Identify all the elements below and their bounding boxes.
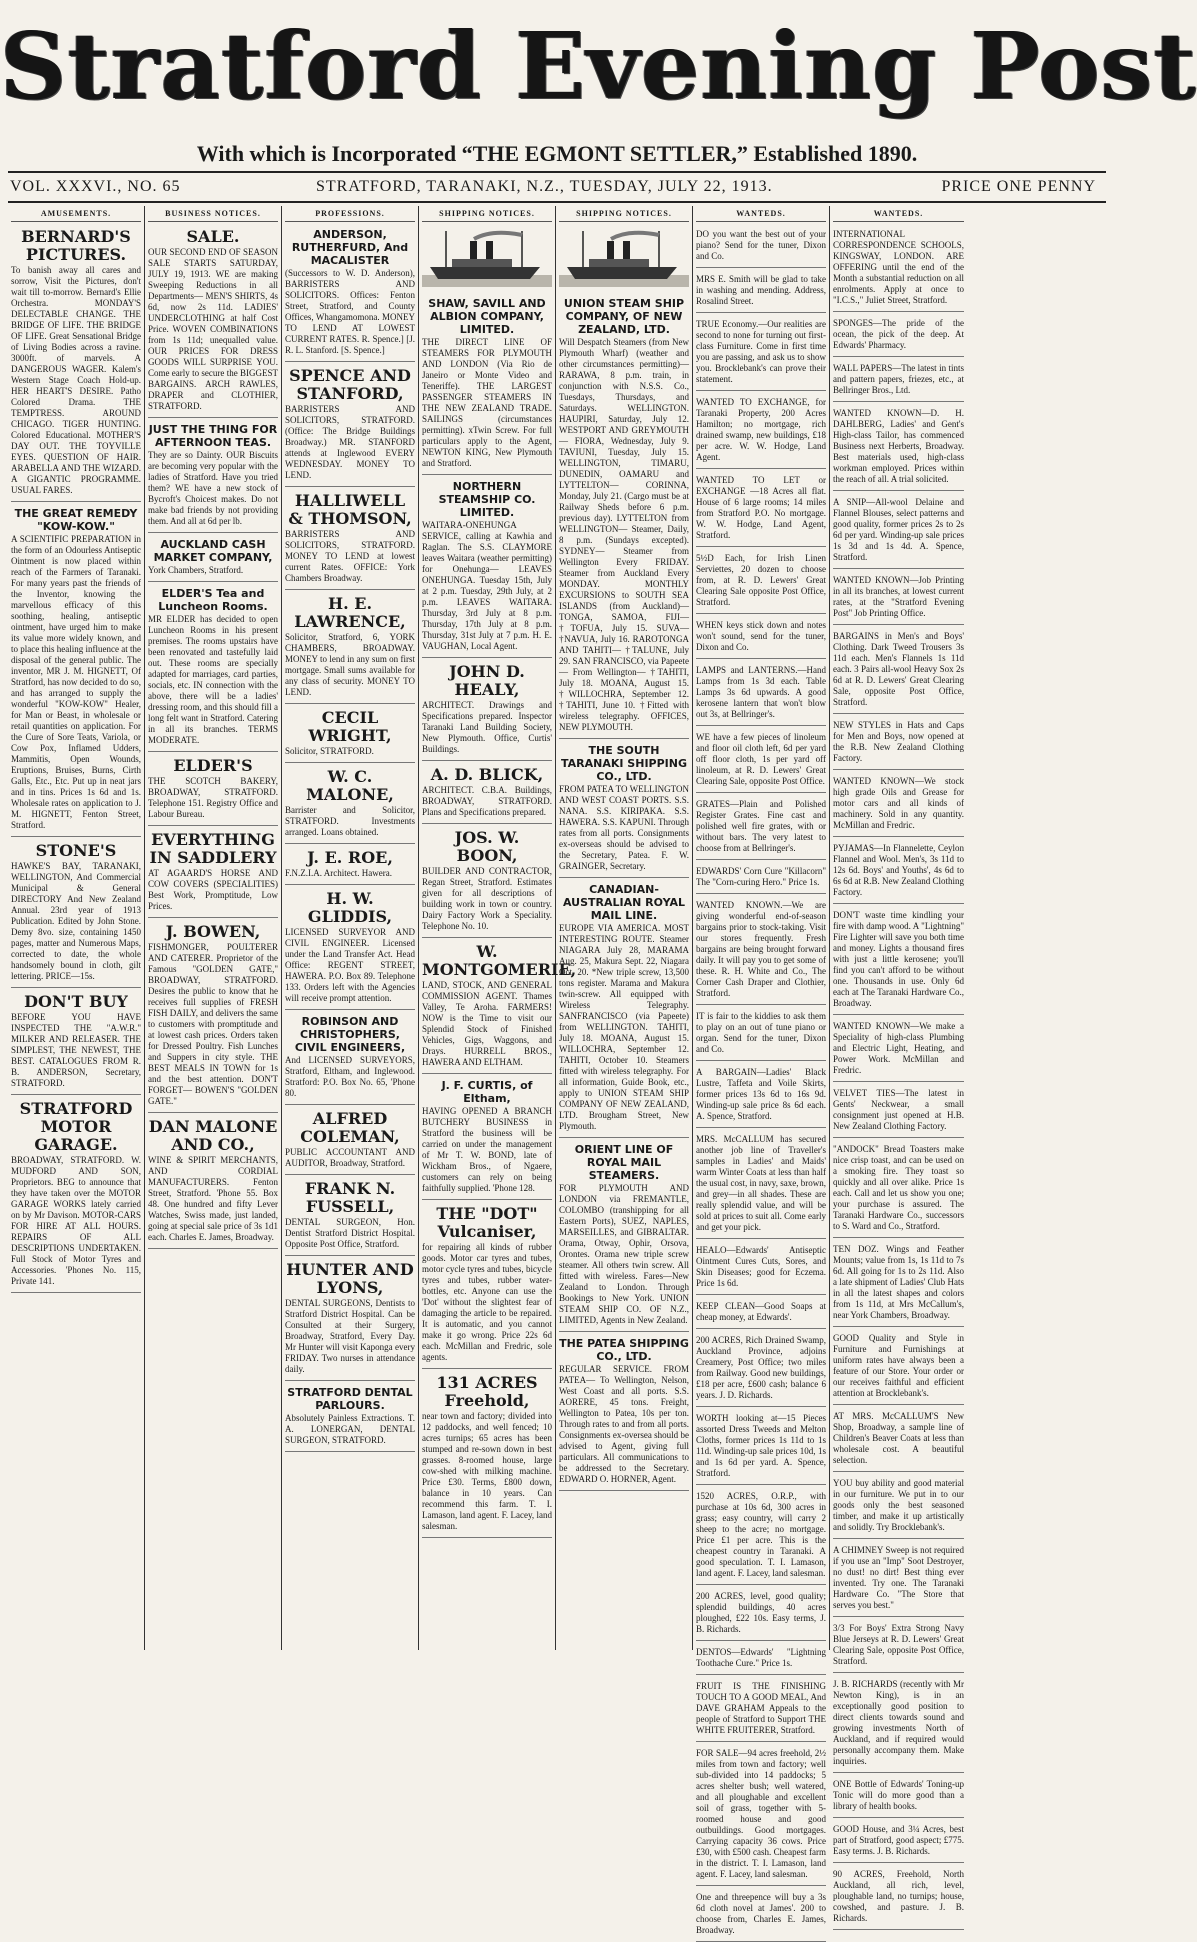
advertisement — [833, 404, 964, 491]
ad-body: 200 ACRES, Rich Drained Swamp, Auckland Province, adjoins Creamery, Post Office; two miles from Railway. Good new buildings, £18 per acre, £600 cash; balance 6 years. J. D. Richards. — [696, 1335, 826, 1400]
advertisement — [285, 846, 415, 885]
ad-body: BARRISTERS AND SOLICITORS, STRATFORD. MONEY TO LEND at lowest current Rates. OFFICE: York Chambers Broadway. — [285, 529, 415, 583]
ad-body: THE SCOTCH BAKERY, BROADWAY, STRATFORD. Telephone 151. Registry Office and Labour Bureau. — [148, 776, 278, 819]
advertisement — [696, 1643, 826, 1675]
ad-body: MRS E. Smith will be glad to take in washing and mending. Address, Rosalind Street. — [696, 274, 826, 306]
ad-body: WINE & SPIRIT MERCHANTS, AND CORDIAL MANUFACTURERS. Fenton Street, Stratford. 'Phone 55. Box 48. One hundred and fifty Lever Watches, Swiss made, just landed, going at special sale price of 3s 1d1 each. Charles E. James, Broadway. — [148, 1155, 278, 1242]
ad-body: Will Despatch Steamers (from New Plymouth Wharf) (weather and other circumstances permitting)— RARAWA, 8 p.m. train, in conjunction with N.S.S. Co., Tuesdays, Thursdays, and Saturdays. WELLINGTON. HAUPIRI, Saturday, July 12. WESTPORT AND GREYMOUTH— FIORA, Wednesday, July 9. TAVIUNI, Tuesday, July 15. WELLINGTON, TIMARU, DUNEDIN, OAMARU and LYTTELTON— CORINNA, Monday, July 21. (Cargo must be at Railway Sheds before 6 p.m. previous day). LYTTELTON from WELLINGTON— Steamer, Daily, 8 p.m. (Sundays excepted). SYDNEY— Steamer from Wellington Every FRIDAY. Steamer from Auckland Every MONDAY. MONTHLY EXCURSIONS to SOUTH SEA ISLANDS (from Auckland)— TONGA, SAMOA, FIJI— †TOFUA, July 15. SUVA— †NAVUA, July 16. RAROTONGA AND TAHITI— †TALUNE, July 29. SAN FRANCISCO, via Papeete— From Wellington— †TAHITI, July 18. MOANA, August 15. †WILLOCHRA, September 12. †TAHITI, June 10. †Fitted with wireless telegraphy. OFFICES, NEW PLYMOUTH. — [559, 337, 689, 732]
ad-heading: W. C. MALONE, — [306, 767, 394, 804]
column-header: AMUSEMENTS. — [11, 208, 141, 222]
ad-body: WHEN keys stick down and notes won't sound, send for the tuner, Dixon and Co. — [696, 620, 826, 652]
incorporated-line: With which is Incorporated “THE EGMONT SETTLER,” Established 1890. — [196, 141, 918, 166]
advertisement — [696, 1409, 826, 1485]
ad-body: A BARGAIN—Ladies' Black Lustre, Taffeta and Voile Skirts, former prices 13s 6d to 16s 9d. Winding-up sale price 8s 6d each. A. Spence, Stratford. — [696, 1067, 826, 1121]
ad-body: near town and factory; divided into 12 paddocks, and well fenced; 10 acres turnips; 65 acres has been stumped and re-sown down in best grasses. 8-roomed house, large cow-shed with milking machine. Price £30. Terms, £800 down, balance in 10 years. Can recommend this farm. T. I. Lamason, land agent. F. Lacey, land salesman. — [422, 1411, 552, 1531]
ad-body: DO you want the best out of your piano? Send for the tuner, Dixon and Co. — [696, 229, 826, 261]
column-header: SHIPPING NOTICES. — [422, 208, 552, 222]
advertisement — [833, 716, 964, 770]
ad-body: Barrister and Solicitor, STRATFORD. Investments arranged. Loans obtained. — [285, 805, 415, 837]
ad-body: WANTED KNOWN—D. H. DAHLBERG, Ladies' and Gent's High-class Tailor, has commenced Business next Herberts, Broadway. Best materials used, high-class workman employed. Prices within the reach of all. A trial solicited. — [833, 408, 964, 484]
ad-heading: STRATFORD DENTAL PARLOURS. — [287, 1386, 413, 1412]
ad-body: BUILDER AND CONTRACTOR, Regan Street, Stratford. Estimates given for all descriptions of building work in town or country. Dairy Factory Work a Speciality. Telephone No. 10. — [422, 866, 552, 931]
ad-body: MRS. McCALLUM has secured another job line of Traveller's samples in Ladies' and Maids' warm Winter Coats at less than half the usual cost, in navy, saxe, brown, and grey—in all shades. These are really splendid value, and will be sold at prices to suit all. Come early and get your pick. — [696, 1134, 826, 1232]
ad-body: DENTOS—Edwards' "Lightning Toothache Cure." Price 1s. — [696, 1647, 826, 1668]
ad-body: WANTED KNOWN—We stock high grade Oils and Grease for motor cars and all kinds of machinery. Sold in any quantity. McMillan and Fredric. — [833, 776, 964, 830]
ad-body: BROADWAY, STRATFORD. W. MUDFORD AND SON, Proprietors. BEG to announce that they have taken over the MOTOR GARAGE WORKS lately carried on by Mr Davison. MOTOR-CARS FOR HIRE AT ALL HOURS. REPAIRS OF ALL DESCRIPTIONS UNDERTAKEN. Full Stock of Motor Tyres and Accessories. 'Phones No. 115, Private 141. — [11, 1155, 141, 1286]
advertisement — [696, 1677, 826, 1742]
advertisement — [148, 535, 278, 582]
column-1 — [8, 206, 145, 1650]
dateline: STRATFORD, TARANAKI, N.Z., TUESDAY, JULY 22, 1913. — [316, 178, 773, 195]
advertisement — [833, 493, 964, 569]
ad-body: WANTED TO EXCHANGE, for Taranaki Property, 200 Acres Hamilton; no mortgage, rich drained swamp, new buildings, £18 per acre. W. W. Hodge, Land Agent. — [696, 397, 826, 462]
advertisement — [285, 1012, 415, 1105]
ad-body: GOOD Quality and Style in Furniture and Furnishings at uniform rates have always been a feature of our Store. Your order or our receives faithful and efficient attention at Brocklebank's. — [833, 1333, 964, 1398]
columns — [8, 206, 1106, 1935]
advertisement — [696, 1587, 826, 1641]
advertisement — [148, 754, 278, 826]
ad-heading: SPENCE AND STANFORD, — [289, 366, 411, 403]
steamship-illustration — [422, 227, 552, 287]
advertisement — [833, 1865, 964, 1930]
ad-body: A SNIP—All-wool Delaine and Flannel Blouses, select patterns and good quality, former prices 2s to 2s 6d per yard. Winding-up sale prices 1s 3d and 1s 4d. A. Spence, Stratford. — [833, 497, 964, 562]
advertisement — [285, 765, 415, 844]
advertisement — [696, 1007, 826, 1061]
ad-heading: UNION STEAM SHIP COMPANY, OF NEW ZEALAND, LTD. — [563, 297, 685, 336]
column-3 — [282, 206, 419, 1650]
advertisement — [422, 477, 552, 658]
advertisement — [833, 1407, 964, 1472]
ad-body: ARCHITECT. Drawings and Specifications prepared. Inspector Taranaki Land Building Society, New Plymouth. Office, Curtis' Buildings. — [422, 700, 552, 754]
ad-body: HAVING OPENED A BRANCH BUTCHERY BUSINESS in Stratford the business will be carried on under the management of Mr T. W. BOND, late of Wickham Bros., of Ngaere, customers can rely on being faithfully supplied. 'Phone 128. — [422, 1106, 552, 1193]
ad-heading: HUNTER AND LYONS, — [286, 1260, 414, 1297]
ad-body: TEN DOZ. Wings and Feather Mounts; value from 1s, 1s 11d to 7s 6d. All going for 1s to 2s 11d. Also a late shipment of Ladies' Club Hats in all the latest shapes and colors from 1s 11d, at Mrs McCallum's, near York Chambers, Broadway. — [833, 1244, 964, 1320]
advertisement — [422, 660, 552, 761]
ad-body: EUROPE VIA AMERICA. MOST INTERESTING ROUTE. Steamer NIAGARA July 28, MARAMA Aug. 25, Makura Sept. 22, Niagara Oct. 20. *New triple screw, 13,500 tons register. Marama and Makura twin-screw. All equipped with Wireless Telegraphy. SANFRANCISCO (via Papeete) from WELLINGTON. TAHITI, July 18. MOANA, August 15. WILLOCHRA, September 12. TAHITI, October 10. Steamers fitted with wireless telegraphy. For all information, Guide Book, etc., apply to UNION STEAM SHIP COMPANY OF NEW ZEALAND, LTD. Brougham Street, New Plymouth. — [559, 923, 689, 1131]
ad-body: AT AGAARD'S HORSE AND COW COVERS (SPECIALITIES) Best Work, Promptitude, Low Prices. — [148, 868, 278, 911]
advertisement — [696, 315, 826, 391]
advertisement — [833, 1675, 964, 1773]
advertisement — [422, 763, 552, 824]
ad-body: TRUE Economy.—Our realities are second to none for turning out first-class Furniture. Come in first time you are passing, and ask us to show you. Brocklebank's can prove their statement. — [696, 319, 826, 384]
advertisement — [833, 1474, 964, 1539]
ad-body: FRUIT IS THE FINISHING TOUCH TO A GOOD MEAL, And DAVE GRAHAM Appeals to the people of Stratford to Support THE WHITE FRUITERER, Stratford. — [696, 1681, 826, 1735]
advertisement — [833, 1140, 964, 1238]
advertisement — [696, 393, 826, 469]
advertisement — [696, 795, 826, 860]
ad-heading: J. BOWEN, — [165, 922, 261, 941]
advertisement — [833, 1775, 964, 1818]
advertisement — [148, 420, 278, 533]
ad-body: (Successors to W. D. Anderson), BARRISTERS AND SOLICITORS. Offices: Fenton Street, Stratford, and County Offices, Whangamomona. MONEY TO LEND AT LOWEST CURRENT RATES. R. Spence.] [J. R. L. Stanford. [S. Spence.] — [285, 268, 415, 355]
advertisement — [285, 1383, 415, 1452]
ad-body: AT MRS. McCALLUM'S New Shop, Broadway, a sample line of Children's Beaver Coats at less than wholesale cost. A beautiful selection. — [833, 1411, 964, 1465]
advertisement — [696, 270, 826, 313]
ad-body: KEEP CLEAN—Good Soaps at cheap money, at Edwards'. — [696, 1301, 826, 1322]
advertisement — [148, 828, 278, 918]
ad-heading: DAN MALONE AND CO., — [148, 1117, 278, 1154]
advertisement — [559, 294, 689, 739]
ad-body: 5½D Each, for Irish Linen Serviettes, 20 dozen to choose from, at R. D. Lewers' Great Clearing Sale opposite Post Office, Stratford. — [696, 553, 826, 607]
advertisement — [148, 225, 278, 418]
ad-heading: H. W. GLIDDIS, — [307, 889, 393, 926]
advertisement — [833, 314, 964, 357]
column-6 — [693, 206, 830, 1935]
ad-body: REGULAR SERVICE. FROM PATEA— To Wellington, Nelson, West Coast and all ports. S.S. AORERE, 45 tons. Freight, Wellington to Patea, 10s per ton. Through rates to and from all ports. Consignments ex-oversea should be advised to Agent, giving full particulars. All communications to be addressed to the Secretary. EDWARD O. HORNER, Agent. — [559, 1364, 689, 1484]
advertisement — [285, 592, 415, 704]
ad-body: One and threepence will buy a 3s 6d cloth novel at James'. 200 to choose from, Charles E. James, Broadway. — [696, 1892, 826, 1935]
advertisement — [559, 1334, 689, 1491]
issue-line — [10, 176, 1104, 198]
ad-body: WAITARA-ONEHUNGA SERVICE, calling at Kawhia and Raglan. The S.S. CLAYMORE leaves Waitara (weather permitting) for Onehunga— LEAVES ONEHUNGA. Tuesday 15th, July at 2 p.m. Tuesday, 29th July, at 2 p.m. LEAVES WAITARA. Thursday, 3rd July at 8 p.m. Thursday, 17th July at 8 p.m. Thursday, 31st July at 7 p.m. H. E. VAUGHAN, Local Agent. — [422, 520, 552, 651]
ad-heading: FRANK N. FUSSELL, — [304, 1179, 396, 1216]
advertisement — [285, 1107, 415, 1175]
ad-body: WE have a few pieces of linoleum and floor oil cloth left, 6d per yard off floor cloth, 1s per yard off linoleum, at R. D. Lewers' Great Clearing Sale, opposite Post Office. — [696, 732, 826, 786]
ad-body: GOOD House, and 3¼ Acres, best part of Stratford, good aspect; £775. Easy terms. J. B. Richards. — [833, 1824, 964, 1856]
price: PRICE ONE PENNY — [941, 178, 1096, 195]
ad-heading: ELDER'S Tea and Luncheon Rooms. — [158, 587, 268, 613]
ad-heading: SHAW, SAVILL AND ALBION COMPANY, LIMITED. — [428, 297, 546, 336]
ad-heading: ANDERSON, RUTHERFURD, And MACALISTER — [291, 228, 409, 267]
ad-body: Solicitor, STRATFORD. — [285, 746, 374, 756]
advertisement — [833, 1017, 964, 1082]
advertisement — [696, 616, 826, 659]
column-4 — [419, 206, 577, 1650]
ad-heading: H. E. LAWRENCE, — [294, 594, 406, 631]
advertisement — [696, 1130, 826, 1239]
advertisement — [422, 294, 552, 475]
ad-body: PYJAMAS—In Flannelette, Ceylon Flannel and Wool. Men's, 3s 11d to 12s 6d. Boys' and Youths', 4s 6d to 6s 6d at R.B. New Zealand Clothing Factory. — [833, 843, 964, 897]
advertisement — [422, 1202, 552, 1369]
ad-body: THE DIRECT LINE OF STEAMERS FOR PLYMOUTH AND LONDON (Via Rio de Janeiro or Monte Video and Teneriffe). THE LARGEST PASSENGER STEAMERS IN THE NEW ZEALAND TRADE. SAILINGS (circumstances permitting). xTwin Screw. For full particulars apply to the Agent, NEWTON KING, New Plymouth and Stratford. — [422, 337, 552, 468]
ad-body: YOU buy ability and good material in our furniture. We put in to our goods only the best seasoned timber, and make it up artistically and solidly. Try Brocklebank's. — [833, 1478, 964, 1532]
ad-body: Solicitor, Stratford, 6, YORK CHAMBERS, BROADWAY. MONEY to lend in any sum on first mortgage. Small sums available for any class of security. MONEY TO LEND. — [285, 632, 415, 697]
ad-body: DENTAL SURGEON, Hon. Dentist Stratford District Hospital. Opposite Post Office, Stratford. — [285, 1217, 415, 1249]
advertisement — [696, 1241, 826, 1295]
ad-heading: AUCKLAND CASH MARKET COMPANY, — [153, 538, 273, 564]
ad-heading: A. D. BLICK, — [430, 765, 544, 784]
ad-body: ARCHITECT. C.B.A. Buildings, BROADWAY, STRATFORD. Plans and Specifications prepared. — [422, 785, 552, 817]
advertisement — [285, 364, 415, 487]
advertisement — [696, 896, 826, 1005]
advertisement — [833, 1329, 964, 1405]
advertisement — [422, 1371, 552, 1538]
ad-heading: THE SOUTH TARANAKI SHIPPING CO., LTD. — [561, 744, 687, 783]
advertisement — [833, 772, 964, 837]
advertisement — [833, 839, 964, 904]
advertisement — [559, 741, 689, 878]
advertisement — [285, 1177, 415, 1256]
advertisement — [833, 571, 964, 625]
ad-body: 1520 ACRES, O.R.P., with purchase at 10s 6d, 300 acres in grass; easy country, will carry 2 sheep to the acre; no mortgage. Price £1 per acre. This is the cheapest country in Taranaki. A good speculation. T. I. Lamason, land agent. F. Lacey, land salesman. — [696, 1491, 826, 1578]
advertisement — [833, 627, 964, 714]
ad-body: WANTED KNOWN—Job Printing in all its branches, at lowest current rates, at the "Stratford Evening Post" Job Printing Office. — [833, 575, 964, 618]
ad-body: WORTH looking at—15 Pieces assorted Dress Tweeds and Melton Cloths, former prices 1s 11d to 1s 11d. Winding-up sale prices 10d, 1s and 1s 6d per yard. A. Spence, Stratford. — [696, 1413, 826, 1478]
advertisement — [422, 940, 577, 1074]
ad-body: WANTED KNOWN.—We are giving wonderful end-of-season bargains prior to stock-taking. Visit our stores frequently. Fresh bargains are being brought forward daily. It will pay you to get some of these. R. H. White and Co., The Corner Cash Draper and Clothier, Stratford. — [696, 900, 826, 998]
advertisement — [696, 862, 826, 894]
column-2 — [145, 206, 282, 1650]
ad-body: 90 ACRES, Freehold, North Auckland, all rich, level, ploughable land, no turnips; house, cowshed, and pasture. J. B. Richards. — [833, 1869, 964, 1923]
ad-body: HEALO—Edwards' Antiseptic Ointment Cures Cuts, Sores, and Skin Diseases; good for Eczema. Price 1s 6d. — [696, 1245, 826, 1288]
advertisement — [833, 1240, 964, 1327]
advertisement — [148, 1115, 278, 1249]
masthead — [0, 0, 1197, 140]
ad-heading: ROBINSON AND CHRISTOPHERS, CIVIL ENGINEERS, — [294, 1015, 406, 1054]
ad-heading: NORTHERN STEAMSHIP CO. LIMITED. — [438, 480, 536, 519]
ad-heading: STRATFORD MOTOR GARAGE. — [19, 1099, 133, 1154]
advertisement — [559, 1140, 689, 1332]
column-header: WANTEDS. — [833, 208, 964, 222]
ad-body: OUR SECOND END OF SEASON SALE STARTS SATURDAY, JULY 19, 1913. WE are making Sweeping Reductions in all Departments— MEN'S SHIRTS, 4s 6d, now 2s 11d. LADIES' UNDERCLOTHING at half Cost Price. WOVEN COMBINATIONS from 1s 11d; unequalled value. OUR PRICES FOR DRESS GOODS WILL SURPRISE YOU. Come early to secure the BIGGEST BARGAINS. ARCH RAWLES, DRAPER and CLOTHIER, STRATFORD. — [148, 247, 278, 411]
ad-body: J. B. RICHARDS (recently with Mr Newton King), is in an exceptionally good position to direct clients towards sound and growing investments North of Auckland, and if required would personally accompany them. Make inquiries. — [833, 1679, 964, 1766]
advertisement — [11, 990, 141, 1095]
advertisement — [11, 225, 141, 502]
ad-heading: THE PATEA SHIPPING CO., LTD. — [559, 1337, 689, 1363]
ad-body: BEFORE YOU HAVE INSPECTED THE "A.W.R." MILKER AND RELEASER. THE SIMPLEST, THE NEWEST, THE BEST. CATALOGUES FROM R. B. ANDERSON, Secretary, STRATFORD. — [11, 1012, 141, 1088]
ad-body: BARGAINS in Men's and Boys' Clothing. Dark Tweed Trousers 3s 11d each. Men's Flannels 1s 11d each. 3 Pairs all-wool Heavy Sox 2s 6d at R. D. Lewers' Great Clearing Sale, opposite Post Office, Stratford. — [833, 631, 964, 707]
volume-number: VOL. XXXVI., NO. 65 — [10, 178, 181, 195]
ad-body: To banish away all cares and sorrow, Visit the Pictures, don't wait till to-morrow. Bernard's Ellie Orchestra. MONDAY'S DELECTABLE CHANGE. THE BRIDGE OF LIFE. THE BRIDGE OF LIFE. Great Sensational Bridge of Living Bodies across a ravine. 3000ft. of marvels. A DANGEROUS WAGER. Kalem's Western Stage Coach Hold-up. HER HEART'S DESIRE. Patho Colored Drama. THE TEMPTRESS. AROUND CHICAGO. TIGER HUNTING. Colored Educational. MOTHER'S DAY OUT. THE TOYVILLE EYES. QUESTION OF HAIR. ARABELLA AND THE WIZARD. A GIGANTIC PROGRAMME. USUAL FARES. — [11, 265, 141, 495]
ad-body: BARRISTERS AND SOLICITORS, STRATFORD. (Office: The Bridge Buildings Broadway.) MR. STANFORD attends at Inglewood EVERY WEDNESDAY. MONEY TO LEND. — [285, 404, 415, 480]
ad-body: F.N.Z.I.A. Architect. Hawera. — [285, 868, 392, 878]
ad-body: York Chambers, Stratford. — [148, 565, 244, 575]
ad-heading: SALE. — [186, 227, 240, 246]
advertisement — [285, 489, 415, 590]
advertisement — [148, 920, 278, 1113]
ad-body: PUBLIC ACCOUNTANT AND AUDITOR, Broadway, Stratford. — [285, 1147, 415, 1168]
advertisement — [696, 1888, 826, 1942]
advertisement — [285, 887, 415, 1010]
ad-heading: CANADIAN-AUSTRALIAN ROYAL MAIL LINE. — [562, 883, 686, 922]
advertisement — [696, 1744, 826, 1886]
ad-body: FOR PLYMOUTH AND LONDON via FREMANTLE, COLOMBO (transhipping for all Eastern Ports), SUEZ, NAPLES, MARSEILLES, and GIBRALTAR. Orama, Otway, Ophir, Orsova, Orontes. Orama new triple screw steamer. All others twin screw. All fitted with wireless. Fares—New Zealand to London. Through Bookings to New York. UNION STEAM SHIP CO. OF N.Z., LIMITED, Agents in New Zealand. — [559, 1183, 689, 1325]
ad-body: VELVET TIES—The latest in Gents' Neckwear, a small consignment just opened at H.B. New Zealand Clothing Factory. — [833, 1088, 964, 1131]
ad-body: And LICENSED SURVEYORS, Stratford, Eltham, and Inglewood. Stratford: P.O. Box No. 65, 'Phone 80. — [285, 1055, 415, 1098]
ad-heading: THE "DOT" Vulcaniser, — [436, 1204, 538, 1241]
advertisement — [285, 1258, 415, 1381]
ad-body: DON'T waste time kindling your fire with damp wood. A "Lightning" Fire Lighter will save you both time and money. Lights a thousand fires with just a little kerosene; you'll find you can't afford to be without one. Thousands in use. Only 6d each at The Taranaki Hardware Co., Broadway. — [833, 910, 964, 1008]
ad-body: DENTAL SURGEONS, Dentists to Stratford District Hospital. Can be Consulted at their Surgery, Broadway, Stratford, Every Day. Mr Hunter will visit Kaponga every FRIDAY. Two nurses in attendance daily. — [285, 1298, 415, 1374]
ad-body: A CHIMNEY Sweep is not required if you use an "Imp" Soot Destroyer, no dust! no dirt! Best thing ever invented. Try one. The Taranaki Hardware Co. "The Store that serves you best." — [833, 1545, 964, 1610]
ad-heading: JOHN D. HEALY, — [449, 662, 525, 699]
advertisement — [833, 225, 964, 312]
advertisement — [422, 826, 552, 938]
masthead-rule-bottom — [8, 201, 1106, 203]
advertisement — [696, 1487, 826, 1585]
ad-body: SPONGES—The pride of the ocean, the pick of the deep. At Edwards' Pharmacy. — [833, 318, 964, 350]
ad-heading: CECIL WRIGHT, — [308, 708, 392, 745]
ad-body: for repairing all kinds of rubber goods. Motor car tyres and tubes, motor cycle tyres and tubes, bicycle tyres and tubes, rubber water-bottles, etc. Anyone can use the 'Dot' without the slightest fear of damaging the article to be repaired. It is automatic, and you cannot make it go wrong. Price 22s 6d each. McMillan and Fredric, sole agents. — [422, 1242, 552, 1362]
column-header: PROFESSIONS. — [285, 208, 415, 222]
advertisement — [833, 359, 964, 402]
ad-heading: THE GREAT REMEDY "KOW-KOW." — [14, 507, 138, 533]
ad-heading: 131 ACRES Freehold, — [436, 1373, 538, 1410]
advertisement — [11, 1097, 141, 1293]
ad-body: IT is fair to the kiddies to ask them to play on an out of tune piano or organ. Send for the tuner, Dixon and Co. — [696, 1011, 826, 1054]
advertisement — [11, 504, 141, 837]
advertisement — [285, 225, 415, 362]
advertisement — [285, 706, 415, 763]
ad-heading: BERNARD'S PICTURES. — [21, 227, 131, 264]
ad-body: FISHMONGER, POULTERER AND CATERER. Proprietor of the Famous "GOLDEN GATE," BROADWAY, STRATFORD. Desires the public to know that he receives full supplies of FRESH FISH DAILY, and delivers the same to customers with promptitude and at lowest cash prices. Orders taken for Dressed Poultry. Fish Lunches and Suppers in city style. THE BEST MEALS IN TOWN for 1s and the best attention. DON'T FORGET— BOWEN'S "GOLDEN GATE." — [148, 942, 278, 1106]
advertisement — [833, 1619, 964, 1673]
column-header: SHIPPING NOTICES. — [559, 208, 689, 222]
ad-heading: ALFRED COLEMAN, — [300, 1109, 400, 1146]
advertisement — [696, 728, 826, 793]
advertisement — [422, 1076, 552, 1200]
ad-body: A SCIENTIFIC PREPARATION in the form of an Odourless Antiseptic Ointment is now placed within reach of the Farmers of Taranaki. For many years past the friends of the Inventor, knowing the marvellous efficacy of this soothing, healing, antiseptic ointment, have urged him to make its value more widely known, and to place this healing influence at the disposal of the general public. The inventor, MR J. M. HIGNETT, Of Stratford, has now decided to do so, and has arranged to supply the wonderful "KOW-KOW" Healer, for Man or Beast, in wholesale or retail quantities on application. For the Cure of Sore Teats, Variola, or Cow Pox, Inflamed Udders, Mammitis, Open Wounds, Eruptions, Bruises, Burns, Cirth Galls, Etc., Etc. Put up in neat jars and in tins. Prices 1s 6d and 1s. Wholesale rates on application to J. M. HIGNETT, Fenton Street, Stratford. — [11, 534, 141, 830]
column-7 — [830, 206, 967, 1923]
advertisement — [559, 880, 689, 1138]
masthead-rule-top — [8, 171, 1106, 173]
ad-body: WANTED TO LET or EXCHANGE —18 Acres all flat. House of 6 large rooms; 14 miles from Stratford P.O. No mortgage. W. W. Hodge, Land Agent, Stratford. — [696, 475, 826, 540]
advertisement — [696, 1063, 826, 1128]
ad-body: Absolutely Painless Extractions. T. A. LONERGAN, DENTAL SURGEON, STRATFORD. — [285, 1413, 415, 1445]
ad-body: MR ELDER has decided to open Luncheon Rooms in his present premises. The rooms upstairs have been renovated and tastefully laid out. These rooms are specially adapted for marriages, card parties, socials, etc. IN connection with the above, there will be a ladies' dressing room, and this should fill a long felt want in Stratford. Catering in all its branches. TERMS MODERATE. — [148, 614, 278, 745]
advertisement — [833, 1084, 964, 1138]
ad-heading: J. E. ROE, — [307, 848, 393, 867]
advertisement — [696, 661, 826, 726]
ad-body: WALL PAPERS—The latest in tints and pattern papers, friezes, etc., at Bellringer Bros., Ltd. — [833, 363, 964, 395]
ad-body: GRATES—Plain and Polished Register Grates. Fine cast and polished well fire grates, with or without bars. The very latest to choose from at Bellringer's. — [696, 799, 826, 853]
ad-heading: HALLIWELL & THOMSON, — [288, 491, 412, 528]
advertisement — [833, 1541, 964, 1617]
steamship-illustration — [559, 227, 689, 287]
ad-heading: ORIENT LINE OF ROYAL MAIL STEAMERS. — [574, 1143, 674, 1182]
advertisement — [696, 1297, 826, 1329]
column-5 — [556, 206, 693, 1650]
ad-heading: DON'T BUY — [24, 992, 128, 1011]
advertisement — [833, 906, 964, 1015]
ad-body: 200 ACRES, level, good quality; splendid buildings, 40 acres ploughed, £22 10s. Easy terms, J. B. Richards. — [696, 1591, 826, 1634]
column-header: WANTEDS. — [696, 208, 826, 222]
ad-body: LICENSED SURVEYOR AND CIVIL ENGINEER. Licensed under the Land Transfer Act. Head Office: REGENT STREET, HAWERA. P.O. Box 89. Telephone 133. Orders left with the Agencies will receive prompt attention. — [285, 927, 415, 1003]
advertisement — [11, 839, 141, 988]
ad-body: LAMPS and LANTERNS.—Hand Lamps from 1s 3d each. Table Lamps 3s 6d upwards. A good kerosene lantern that won't blow out 3s, at Bellringer's. — [696, 665, 826, 719]
ad-body: HAWKE'S BAY, TARANAKI, WELLINGTON, And Commercial Municipal & General DIRECTORY And New Zealand Annual. 23rd year of 1913 Publication. Edited by John Stone. Demy 8vo. size, containing 1450 pages, matter and Numerous Maps, corrected to date, the whole handsomely bound in cloth, gilt lettering. PRICE—15s. — [11, 861, 141, 981]
ad-heading: J. F. CURTIS, of Eltham, — [441, 1079, 533, 1105]
advertisement — [696, 225, 826, 268]
ad-heading: STONE'S — [35, 841, 117, 860]
ad-heading: EVERYTHING IN SADDLERY — [149, 830, 277, 867]
ad-body: 3/3 For Boys' Extra Strong Navy Blue Jerseys at R. D. Lewers' Great Clearing Sale, opposite Post Office, Stratford. — [833, 1623, 964, 1666]
ad-body: FOR SALE—94 acres freehold, 2½ miles from town and factory; well sub-divided into 14 paddocks; 5 acres shelter bush; well watered, and all ploughable and excellent soil of grass, together with 5-roomed house and good outbuildings. Good mortgages. Carrying capacity 36 cows. Price £30, with £500 cash. Cheapest farm in the district. T. I. Lamason, land agent. F. Lacey, land salesman. — [696, 1748, 826, 1879]
ad-body: WANTED KNOWN—We make a Speciality of high-class Plumbing and Electric Light, Heating, and Power Work. McMillan and Fredric. — [833, 1021, 964, 1075]
advertisement — [148, 584, 278, 752]
ad-body: LAND, STOCK, AND GENERAL COMMISSION AGENT. Thames Valley, Te Aroha. FARMERS! NOW is the Time to visit our Splendid Stock of Finished Vehicles, Gigs, Waggons, and Drays. HURRELL BROS., HAWERA AND ELTHAM. — [422, 980, 552, 1067]
ad-body: INTERNATIONAL CORRESPONDENCE SCHOOLS, KINGSWAY, LONDON. ARE OFFERING until the end of the Month a substantial reduction on all enrolments. Apply at once to "I.C.S.," Juliet Street, Stratford. — [833, 229, 964, 305]
ad-body: FROM PATEA TO WELLINGTON AND WEST COAST PORTS. S.S. NANA. S.S. KIRIPAKA. S.S. HAWERA. S.S. KAPUNI. Through rates from all ports. Consignments ex-overseas should be advised to the Secretary, Patea. F. W. GRAINGER, Secretary. — [559, 784, 689, 871]
ad-heading: JUST THE THING FOR AFTERNOON TEAS. — [148, 423, 278, 449]
ad-body: ONE Bottle of Edwards' Toning-up Tonic will do more good than a library of health books. — [833, 1779, 964, 1811]
ad-body: EDWARDS' Corn Cure "Killacorn" The "Corn-curing Hero." Price 1s. — [696, 866, 826, 887]
advertisement — [833, 1820, 964, 1863]
ad-body: They are so Dainty. OUR Biscuits are becoming very popular with the ladies of Stratford. Have you tried them? WE have a new stock of Bycroft's Choicest makes. Do not make bad friends by not providing them. And all at 6d per lb. — [148, 450, 278, 526]
advertisement — [696, 549, 826, 614]
ad-body: NEW STYLES in Hats and Caps for Men and Boys, now opened at the R.B. New Zealand Clothing Factory. — [833, 720, 964, 763]
newspaper-title: Stratford Evening Post — [0, 12, 1197, 120]
ad-heading: ELDER'S — [173, 756, 253, 775]
advertisement — [696, 471, 826, 547]
ad-heading: W. MONTGOMERIE, — [422, 942, 577, 979]
column-header: BUSINESS NOTICES. — [148, 208, 278, 222]
ad-heading: JOS. W. BOON, — [454, 828, 520, 865]
advertisement — [696, 1331, 826, 1407]
ad-body: "ANDOCK" Bread Toasters make nice crisp toast, and can be used on a smoking fire. They toast so quickly and all over alike. Price 1s each. Call and let us show you one; your purchase is assured. The Taranaki Hardware Co., successors to S. Ward and Co., Stratford. — [833, 1144, 964, 1231]
